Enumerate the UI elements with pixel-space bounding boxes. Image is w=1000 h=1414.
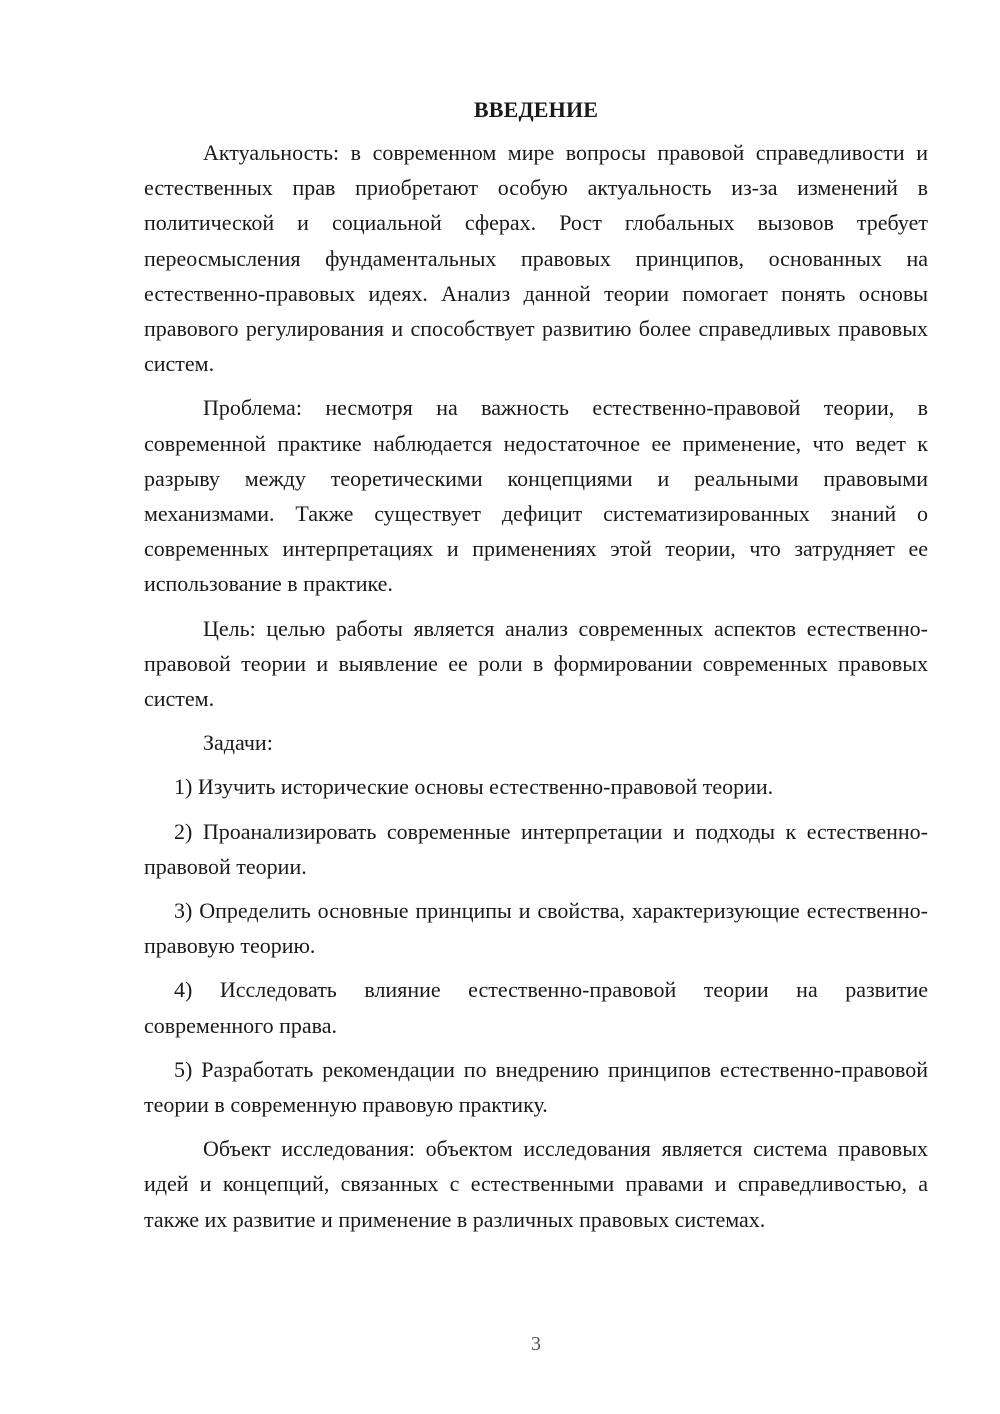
document-page bbox=[144, 90, 928, 1237]
task-item-1: 1) Изучить исторические основы естественно-правовой теории. bbox=[174, 774, 774, 800]
paragraph-goal: Цель: целью работы является анализ современных аспектов естественно-правовой теории и выявление ее роли в формировании современных правовых систем. bbox=[144, 615, 928, 712]
task-item-3: 3) Определить основные принципы и свойства, характеризующие естественно-правовую теорию. bbox=[144, 898, 928, 959]
task-item-4: 4) Исследовать влияние естественно-правовой теории на развитие современного права. bbox=[144, 977, 928, 1038]
section-title: ВВЕДЕНИЕ bbox=[473, 97, 599, 122]
paragraph-relevance: Актуальность: в современном мире вопросы правовой справедливости и естественных прав приобретают особую актуальность из-за изменений в политической и социальной сферах. Рост глобальных вызовов требует переосмысления фундаментальных правовых принципов, основанных на естественно-правовых идеях. Анализ данной теории помогает понять основы правового регулирования и способствует развитию более справедливых правовых систем. bbox=[144, 140, 928, 377]
task-item-2: 2) Проанализировать современные интерпретации и подходы к естественно-правовой теории. bbox=[144, 818, 928, 879]
task-item-5: 5) Разработать рекомендации по внедрению принципов естественно-правовой теории в современную правовую практику. bbox=[144, 1056, 928, 1118]
page-number: 3 bbox=[531, 1333, 541, 1355]
tasks-heading: Задачи: bbox=[203, 730, 273, 756]
paragraph-problem: Проблема: несмотря на важность естественно-правовой теории, в современной практике наблюдается недостаточное ее применение, что ведет к разрыву между теоретическими концепциями и реальными правовыми механизмами. Также существует дефицит систематизированных знаний о современных интерпретациях и применениях этой теории, что затрудняет ее использование в практике. bbox=[144, 395, 928, 597]
paragraph-object: Объект исследования: объектом исследования является система правовых идей и концепций, связанных с естественными правами и справедливостью, а также их развитие и применение в различных правовых системах. bbox=[144, 1136, 928, 1232]
